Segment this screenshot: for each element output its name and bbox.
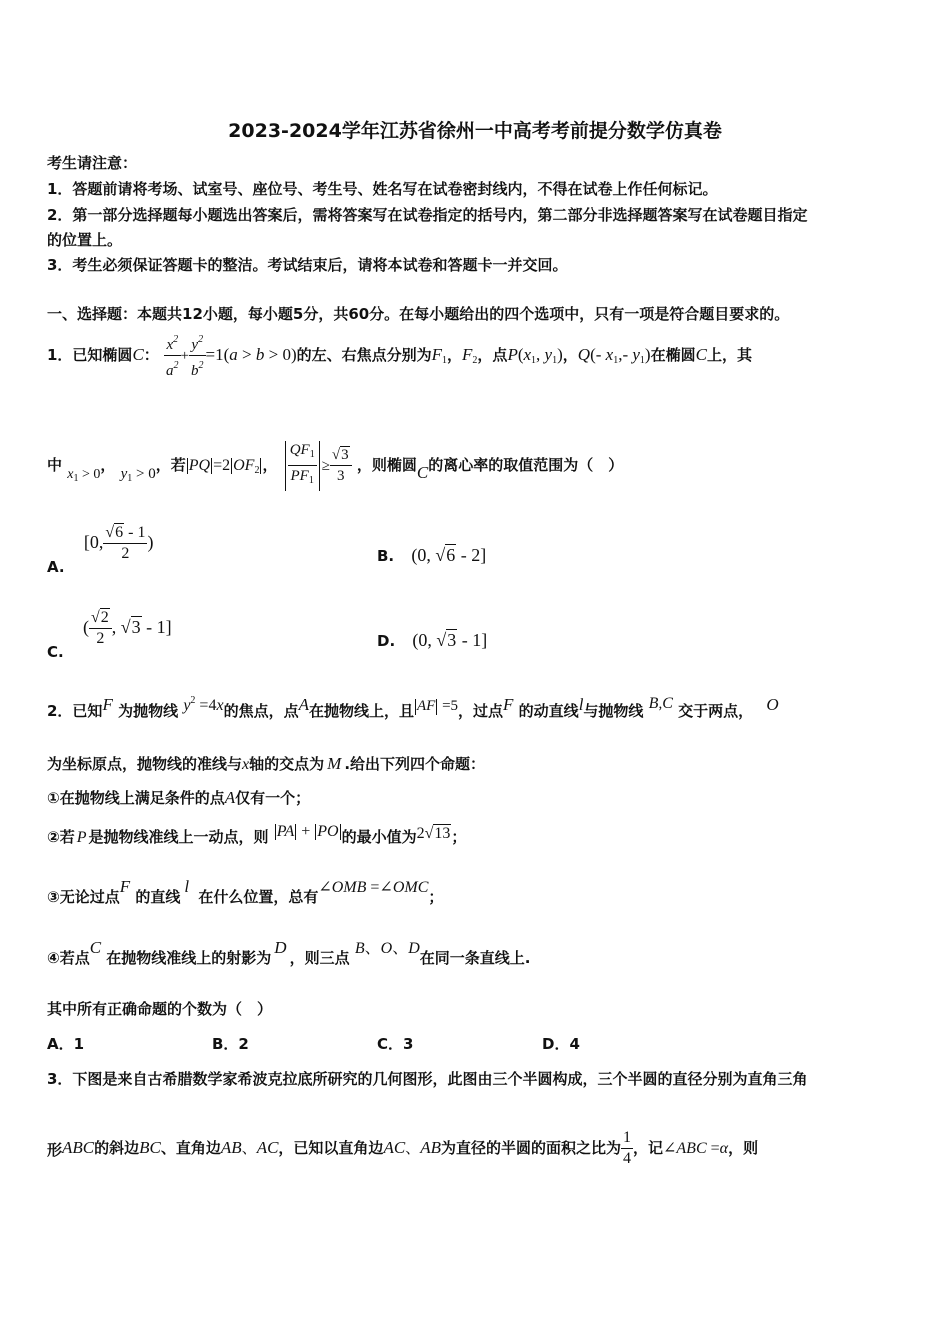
q2-option-c[interactable]: C．3	[377, 1035, 414, 1053]
q2-option-b[interactable]: B．2	[212, 1035, 249, 1053]
proposition-3: ③无论过点F 的直线l 在什么位置，总有∠OMB =∠OMC；	[47, 877, 444, 906]
notice-item: 的位置上。	[47, 231, 123, 249]
page-title: 2023-2024学年江苏省徐州一中高考考前提分数学仿真卷	[228, 120, 722, 142]
question-3-line-2: 形ABC的斜边BC、直角边AB、AC，已知以直角边AC、AB为直径的半圆的面积之比为 $\frac{1}{4}$ ，记∠ABC =α，则	[47, 1129, 759, 1167]
question-2-line-1: 2．已知F 为抛物线 $y^2 =4x$的焦点，点A在抛物线上，且 AF =5，过点F 的动直线l与抛物线 B,C 交于两点， O	[47, 695, 779, 720]
q1-option-b[interactable]: B. (0, √6 - 2]	[377, 545, 487, 565]
question-1-line-1: 1．已知椭圆C： $\frac{x^2}{a^2}$ + $\frac{y^2}{b^2}$ =1(a > b > 0)的左、右焦点分别为$F_1$，$F_2$，点$P(x_1$, $y_1$)，Q(- $x_1,-$ $y_1$)在椭圆C上，其	[47, 330, 752, 381]
formula-sqrt3-3: $\frac{√3}{3}$	[330, 445, 352, 486]
notice-item: 2．第一部分选择题每小题选出答案后，需将答案写在试卷指定的括号内，第二部分非选择题答案写在试卷题目指定	[47, 206, 808, 224]
q2-option-d[interactable]: D．4	[542, 1035, 580, 1053]
formula-one-quarter: $\frac{1}{4}$	[622, 1129, 631, 1167]
notice-item: 3．考生必须保证答题卡的整洁。考试结束后，请将本试卷和答题卡一并交回。	[47, 256, 568, 274]
section-heading: 一、选择题：本题共12小题，每小题5分，共60分。在每小题给出的四个选项中，只有一项是符合题目要求的。	[47, 305, 790, 323]
notice-item: 1．答题前请将考场、试室号、座位号、考生号、姓名写在试卷密封线内，不得在试卷上作任何标记。	[47, 180, 718, 198]
question-2-ask: 其中所有正确命题的个数为（ ）	[47, 1000, 273, 1018]
question-1-line-2: 中 $x_1 > 0$， $y_1 > 0$，若 PQ =2 $OF_2$ ， $\frac{QF_1}{PF_1}$ ≥ $\frac{√3}{3}$ ，则椭圆C的离心率的取值范围为（ ）	[47, 440, 623, 491]
formula-x2-a2: $\frac{x^2}{a^2}$	[164, 330, 181, 381]
q2-option-a[interactable]: A．1	[47, 1035, 85, 1053]
q1-option-d[interactable]: D. (0, √3 - 1]	[377, 630, 488, 650]
question-3-line-1: 3．下图是来自古希腊数学家希波克拉底所研究的几何图形，此图由三个半圆构成，三个半圆的直径分别为直角三角	[47, 1070, 808, 1088]
q1-option-c[interactable]: C. ( $\frac{√2}{2}$ , √3 - 1]	[47, 609, 172, 661]
formula-y2-b2: $\frac{y^2}{b^2}$	[189, 330, 206, 381]
formula-qf1-pf1: $\frac{QF_1}{PF_1}$	[289, 442, 315, 486]
notice-heading: 考生请注意：	[47, 154, 138, 172]
q1-number: 1．已知椭圆	[47, 346, 133, 364]
q1-option-a[interactable]: A. [0, $\frac{√6 - 1}{2}$ )	[47, 524, 154, 576]
question-2-line-2: 为坐标原点，抛物线的准线与x轴的交点为 M .给出下列四个命题：	[47, 754, 486, 773]
proposition-1: ①在抛物线上满足条件的点A仅有一个；	[47, 788, 311, 807]
proposition-2: ②若 P 是抛物线准线上一动点，则 PA + PO 的最小值为2√13；	[47, 823, 467, 846]
proposition-4: ④若点C 在抛物线准线上的射影为D，则三点 B、O、D在同一条直线上.	[47, 938, 531, 967]
